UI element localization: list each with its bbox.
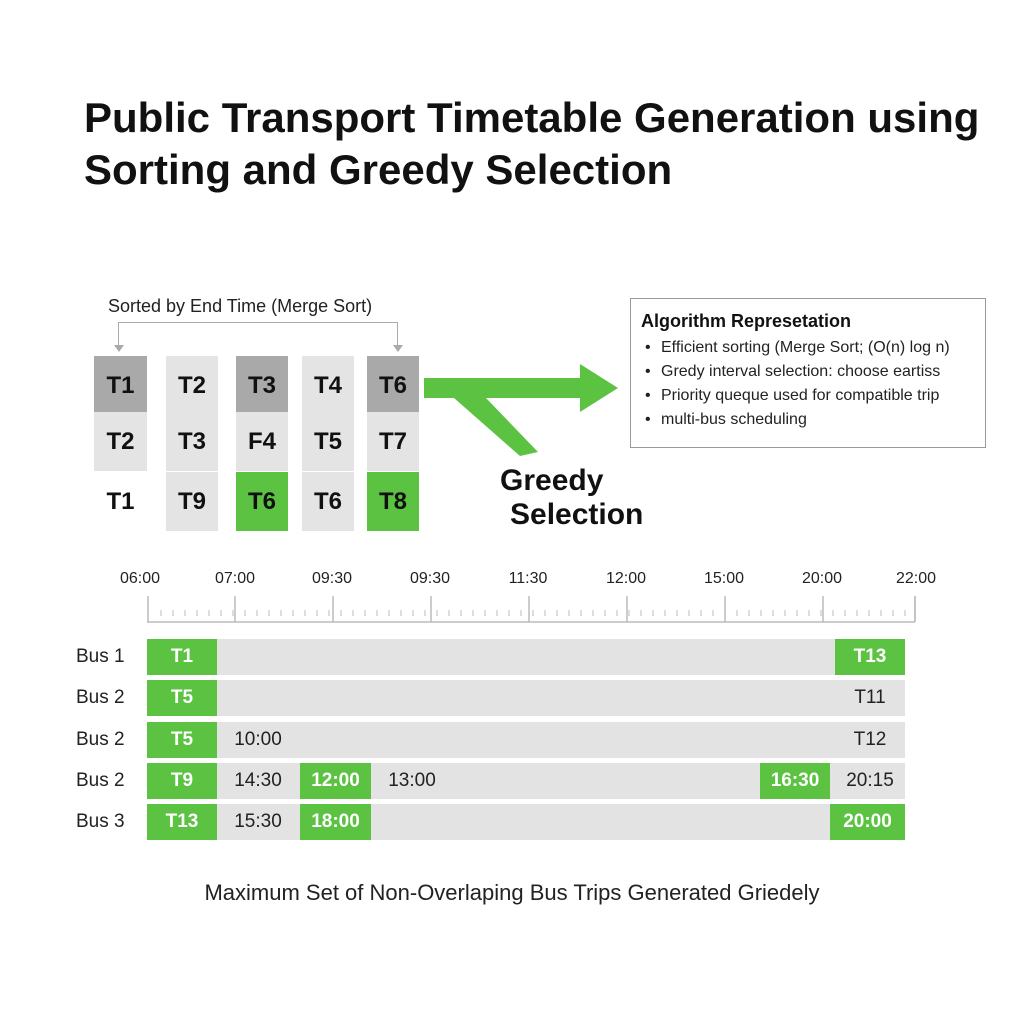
trip-segment: 20:00 [830,804,905,840]
trip-segment: T1 [147,639,217,675]
sorted-bracket [118,322,398,346]
bus-label: Bus 1 [76,646,125,667]
bus-label: Bus 3 [76,811,125,832]
tick-label: 20:00 [801,570,843,587]
tick-label: 09:30 [409,570,451,587]
tick-label: 15:00 [703,570,745,587]
bus-track [147,722,905,758]
greedy-label-line-2: Selection [510,498,644,531]
algorithm-list [641,336,975,432]
tick-label: 06:00 [119,570,161,587]
title-line-2: Sorting and Greedy Selection [84,146,673,193]
trip-segment: T11 [854,687,886,708]
algorithm-box [630,298,986,448]
trip-segment: T5 [147,680,217,716]
page-title [84,92,1014,196]
title-line-1: Public Transport Timetable Generation using [84,94,980,141]
tick-label: 12:00 [605,570,647,587]
trip-segment: T13 [835,639,905,675]
algorithm-item: • Efficient sorting (Merge Sort; (O(n) log n) [641,336,975,360]
grid-cell: T2 [94,412,147,471]
algorithm-item: • multi-bus scheduling [641,408,975,432]
bus-label: Bus 2 [76,770,125,791]
greedy-selection-label [500,464,643,532]
trip-segment: T13 [147,804,217,840]
grid-cell: T1 [94,356,147,415]
grid-cell: T2 [166,356,218,415]
sorted-label: Sorted by End Time (Merge Sort) [108,296,373,316]
bus-track [147,639,905,675]
greedy-label-line-1: Greedy [500,464,604,497]
greedy-arrow-icon [420,360,630,470]
trip-segment: 18:00 [300,804,371,840]
grid-cell: T4 [302,356,354,415]
bus-track [147,680,905,716]
grid-cell-selected: T8 [367,472,419,531]
trip-segment: 15:30 [234,811,282,832]
grid-cell: F4 [236,412,288,471]
trip-segment: T5 [147,722,217,758]
grid-cell: T7 [367,412,419,471]
timeline-axis [147,592,917,628]
grid-cell: T9 [166,472,218,531]
bus-label: Bus 2 [76,687,125,708]
bus-track [147,763,905,799]
grid-cell: T6 [367,356,419,415]
trip-segment: T12 [853,729,887,750]
trip-segment: 12:00 [300,763,371,799]
trip-segment: 16:30 [760,763,830,799]
tick-label: 22:00 [895,570,937,587]
trip-segment: T9 [147,763,217,799]
algorithm-item: • Priority queque used for compatible trip [641,384,975,408]
grid-cell: T3 [236,356,288,415]
trip-segment: 10:00 [234,729,282,750]
grid-cell-selected: T6 [236,472,288,531]
caption: Maximum Set of Non-Overlaping Bus Trips Generated Griedely [204,880,820,905]
tick-label: 09:30 [311,570,353,587]
tick-label: 07:00 [214,570,256,587]
trip-segment: 20:15 [846,770,894,791]
trip-segment: 14:30 [234,770,282,791]
grid-cell: T1 [106,487,135,515]
grid-cell: T3 [166,412,218,471]
trip-segment: 13:00 [388,770,436,791]
algorithm-item: • Gredy interval selection: choose eartiss [641,360,975,384]
tick-label: 11:30 [508,570,548,587]
grid-cell: T6 [302,472,354,531]
grid-cell: T5 [302,412,354,471]
bus-label: Bus 2 [76,729,125,750]
bus-track [147,804,905,840]
algorithm-title: Algorithm Represetation [641,311,852,331]
